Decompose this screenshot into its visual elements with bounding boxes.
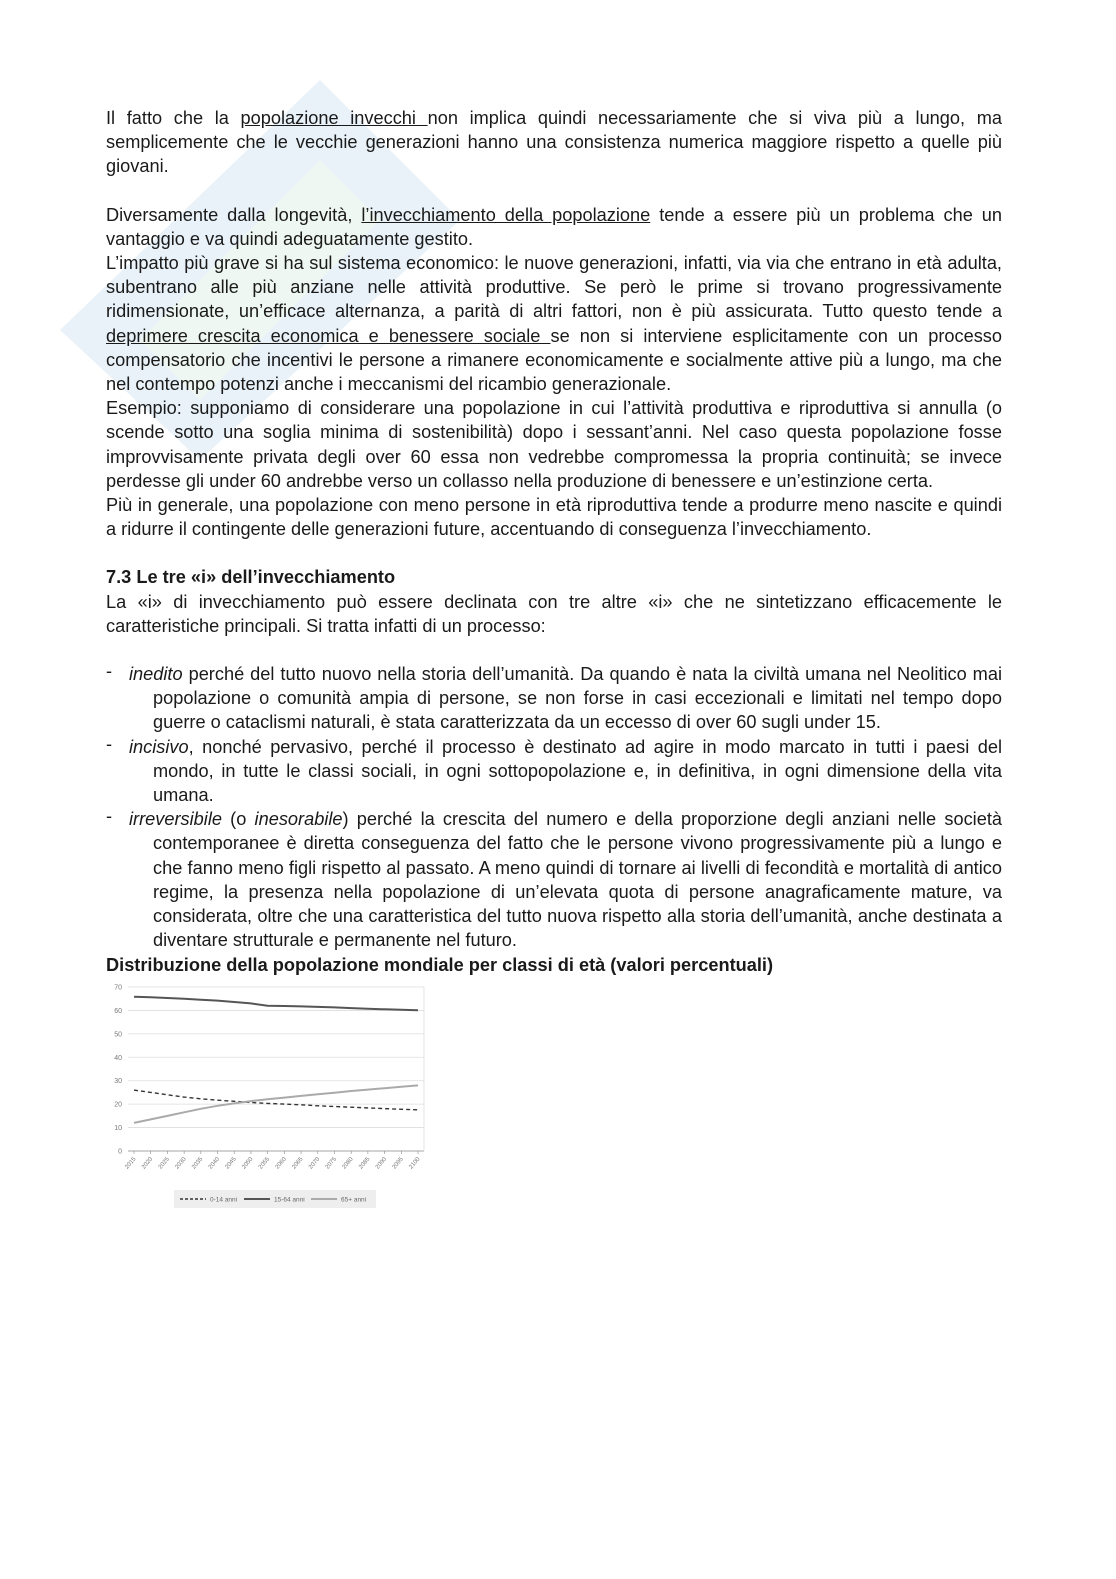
series-line — [134, 997, 418, 1010]
population-age-chart — [106, 981, 436, 1211]
legend-label: 65+ anni — [341, 1196, 367, 1204]
y-tick-label: 20 — [114, 1101, 122, 1109]
list-item-irreversibile: - irreversibile (o inesorabile) perché la crescita del numero e della proporzione degli anziani nelle società contemporanee è diretta conseguenza del fatto che le persone vivono progressivamente più a lungo e che fanno meno figli rispetto al passato. A meno quindi di tornare ai livelli di fecondità e mortalità di antico regime, la presenza nella popolazione di un’elevata quota di persone anagraficamente mature, va considerata, oltre che una caratteristica del tutto nuova rispetto alla storia dell’umanità, anche destinata a diventare strutturale e permanente nel futuro. — [106, 806, 1002, 951]
x-tick-label: 2080 — [341, 1156, 355, 1171]
x-tick-label: 2055 — [257, 1156, 272, 1171]
section-heading: 7.3 Le tre «i» dell’invecchiamento — [106, 567, 396, 588]
paragraph-3: L’impatto più grave si ha sul sistema economico: le nuove generazioni, infatti, via via che entrano in età adulta, subentrano alle più anziane nelle attività produttive. Se però le prime si trovano progressivamente ridimensionate, un’efficace alternanza, a parità di altri fattori, non è più assicurata. Tutto questo tende a deprimere crescita economica e benessere sociale se non si interviene esplicitamente con un processo compensatorio che incentivi le persone a rimanere economicamente e socialmente attive più a lungo, ma che nel contempo potenzi anche i meccanismi del ricambio generazionale. — [106, 253, 1003, 395]
term-inedito: inedito — [129, 664, 183, 685]
series-line — [134, 1090, 418, 1110]
x-tick-label: 2025 — [157, 1156, 171, 1171]
x-tick-label: 2070 — [308, 1156, 322, 1171]
paragraph-1: Il fatto che la popolazione invecchi non implica quindi necessariamente che si viva più a lungo, ma semplicemente che le vecchie generazioni hanno una consistenza numerica maggiore rispetto a quelle più giovani. — [106, 108, 1002, 177]
dash-bullet: - — [106, 661, 113, 682]
dash-bullet: - — [106, 733, 113, 754]
y-tick-label: 10 — [114, 1124, 122, 1132]
y-tick-label: 30 — [114, 1077, 122, 1085]
x-tick-label: 2015 — [124, 1156, 138, 1171]
document-page — [106, 106, 1002, 1211]
legend-label: 15-64 anni — [274, 1196, 305, 1204]
x-tick-label: 2065 — [291, 1156, 305, 1171]
x-tick-label: 2035 — [191, 1156, 205, 1171]
underlined-phrase: l’invecchiamento della popolazione — [361, 204, 651, 225]
paragraph-2: Diversamente dalla longevità, l’invecchiamento della popolazione tende a essere più un problema che un vantaggio e va quindi adeguatamente gestito. — [106, 204, 1002, 249]
x-tick-label: 2050 — [241, 1156, 255, 1171]
term-inesorabile: inesorabile — [254, 809, 343, 830]
y-tick-label: 70 — [114, 984, 122, 992]
underlined-phrase: deprimere crescita economica e benessere sociale — [106, 325, 551, 346]
x-tick-label: 2075 — [324, 1156, 339, 1171]
x-tick-label: 2095 — [391, 1156, 405, 1171]
x-tick-label: 2090 — [374, 1156, 389, 1171]
section-intro: La «i» di invecchiamento può essere declinata con tre altre «i» che ne sintetizzano efficacemente le caratteristiche principali. Si tratta infatti di un processo: — [106, 591, 1002, 636]
underlined-phrase: popolazione invecchi — [240, 108, 428, 128]
term-incisivo: incisivo — [129, 736, 189, 757]
x-tick-label: 2085 — [358, 1156, 372, 1171]
chart-title: Distribuzione della popolazione mondiale per classi di età (valori percentuali) — [106, 954, 774, 975]
characteristics-list — [106, 662, 1002, 952]
list-item-inedito: - inedito perché del tutto nuovo nella storia dell’umanità. Da quando è nata la civiltà umana nel Neolitico mai popolazione o comunità ampia di persone, se non forse in casi eccezionali e limitati nel tempo dopo guerre o cataclismi naturali, è stata caratterizzata da un eccesso di over 60 sugli under 15. — [106, 661, 1002, 733]
x-tick-label: 2040 — [207, 1156, 222, 1171]
x-tick-label: 2020 — [141, 1156, 155, 1171]
dash-bullet: - — [106, 806, 113, 827]
x-tick-label: 2060 — [274, 1156, 288, 1171]
list-item-incisivo: - incisivo, nonché pervasivo, perché il processo è destinato ad agire in modo marcato in tutti i paesi del mondo, in tutte le classi sociali, in ogni sottopopolazione e, in definitiva, in ogni dimensione della vita umana. — [106, 733, 1002, 806]
x-tick-label: 2030 — [174, 1156, 188, 1171]
paragraph-5: Più in generale, una popolazione con meno persone in età riproduttiva tende a produrre meno nascite e quindi a ridurre il contingente delle generazioni future, accentuando di conseguenza l’invecchiamento. — [106, 495, 1002, 540]
y-tick-label: 40 — [114, 1054, 122, 1062]
x-tick-label: 2100 — [408, 1156, 422, 1171]
paragraph-4: Esempio: supponiamo di considerare una popolazione in cui l’attività produttiva e riproduttiva si annulla (o scende sotto una soglia minima di sostenibilità) dopo i sessant’anni. Nel caso questa popolazione fosse improvvisamente privata degli over 60 essa non vedrebbe compromessa la propria continuità; se invece perdesse gli under 60 andrebbe verso un collasso nella produzione di benessere e un’estinzione certa. — [106, 398, 1002, 491]
legend-label: 0-14 anni — [210, 1196, 238, 1204]
y-tick-label: 50 — [114, 1031, 122, 1039]
term-irreversibile: irreversibile — [129, 809, 222, 830]
y-tick-label: 60 — [114, 1007, 122, 1015]
y-tick-label: 0 — [118, 1148, 122, 1156]
x-tick-label: 2045 — [224, 1156, 238, 1171]
